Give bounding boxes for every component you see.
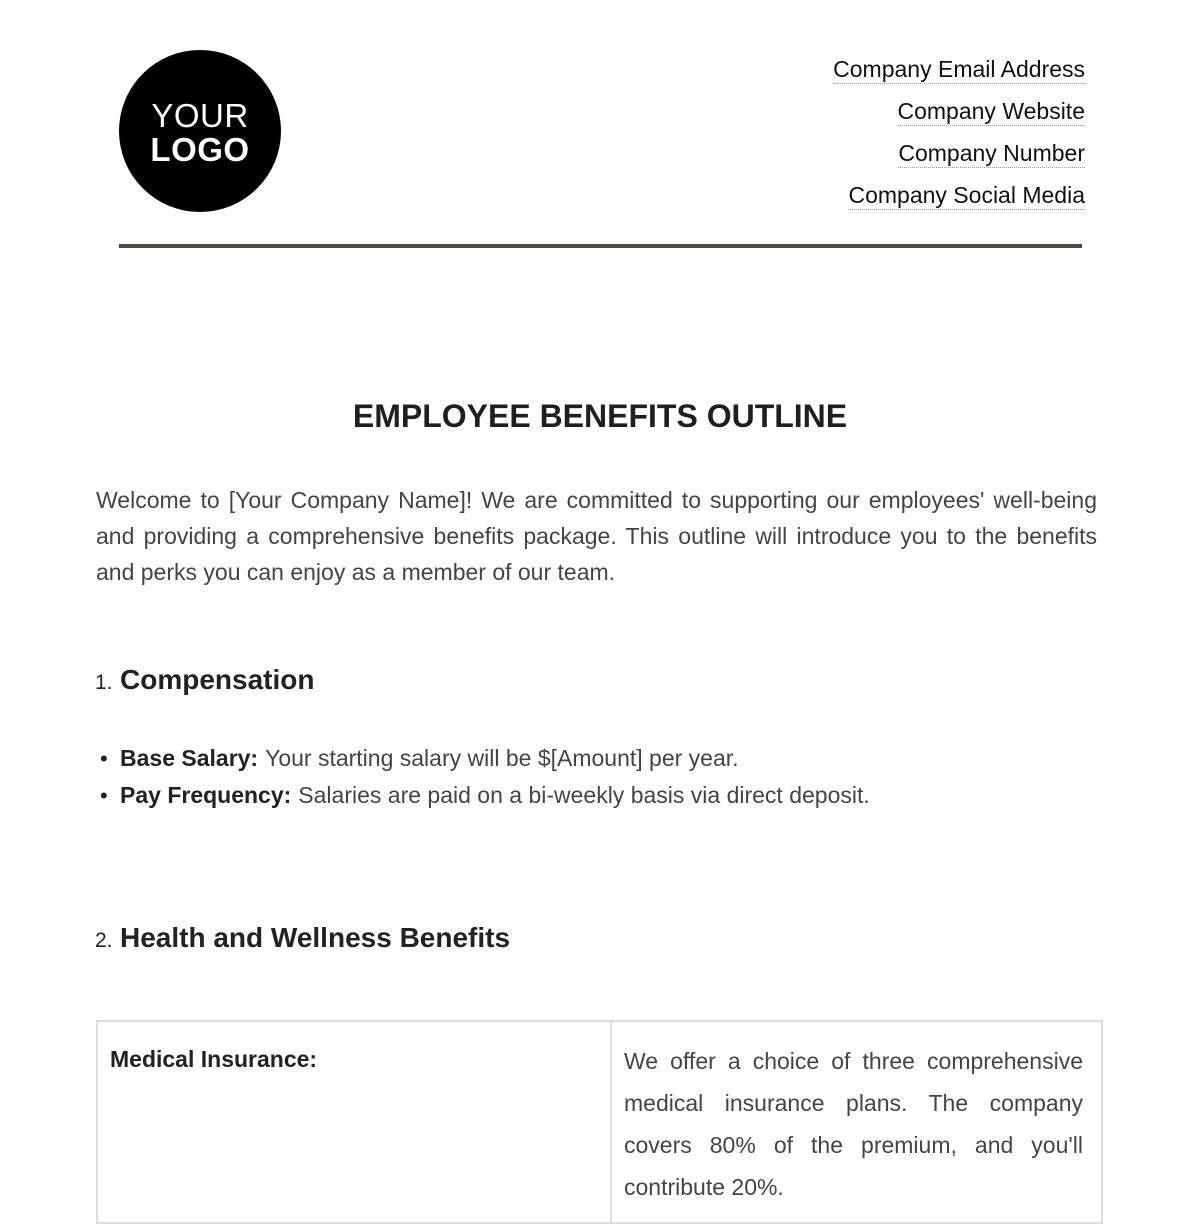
company-contact-block (833, 54, 1085, 222)
logo-text-your: YOUR (151, 97, 249, 134)
health-benefits-table (96, 1020, 1103, 1224)
table-cell-label: Medical Insurance: (97, 1021, 611, 1223)
contact-number-text: Company Number (898, 140, 1085, 166)
section-heading-health-wellness (95, 922, 510, 954)
list-item-label: Base Salary: (120, 745, 259, 771)
bullet-icon: • (100, 783, 108, 808)
list-item (100, 777, 870, 814)
section-number: 1. (95, 671, 113, 694)
list-item (100, 740, 870, 777)
intro-paragraph: Welcome to [Your Company Name]! We are committed to supporting our employees' well-being and providing a comprehensive benefits package. This outline will introduce you to the benefits and perks you can enjoy as a member of our team. (96, 487, 1097, 585)
list-item-text: Salaries are paid on a bi-weekly basis via direct deposit. (298, 782, 870, 808)
list-item-text: Your starting salary will be $[Amount] per year. (265, 745, 739, 771)
document-title: EMPLOYEE BENEFITS OUTLINE (352, 398, 848, 434)
compensation-list (100, 740, 870, 814)
table-row (97, 1021, 1102, 1223)
section-title: Compensation (120, 664, 315, 695)
contact-social-media-text: Company Social Media (848, 182, 1085, 208)
contact-email (833, 54, 1085, 96)
logo-text-logo: LOGO (150, 131, 250, 168)
bullet-icon: • (100, 746, 108, 771)
header-divider (119, 244, 1082, 248)
contact-number (833, 138, 1085, 180)
contact-social-media (833, 180, 1085, 222)
contact-website-text: Company Website (897, 98, 1085, 124)
section-number: 2. (95, 929, 113, 952)
list-item-label: Pay Frequency: (120, 782, 292, 808)
table-cell-description: We offer a choice of three comprehensive medical insurance plans. The company covers 80% of the premium, and you'll contribute 20%. (611, 1021, 1102, 1223)
contact-website (833, 96, 1085, 138)
contact-email-text: Company Email Address (833, 56, 1085, 82)
section-title: Health and Wellness Benefits (120, 922, 511, 953)
section-heading-compensation (95, 664, 314, 696)
company-logo (119, 50, 281, 212)
